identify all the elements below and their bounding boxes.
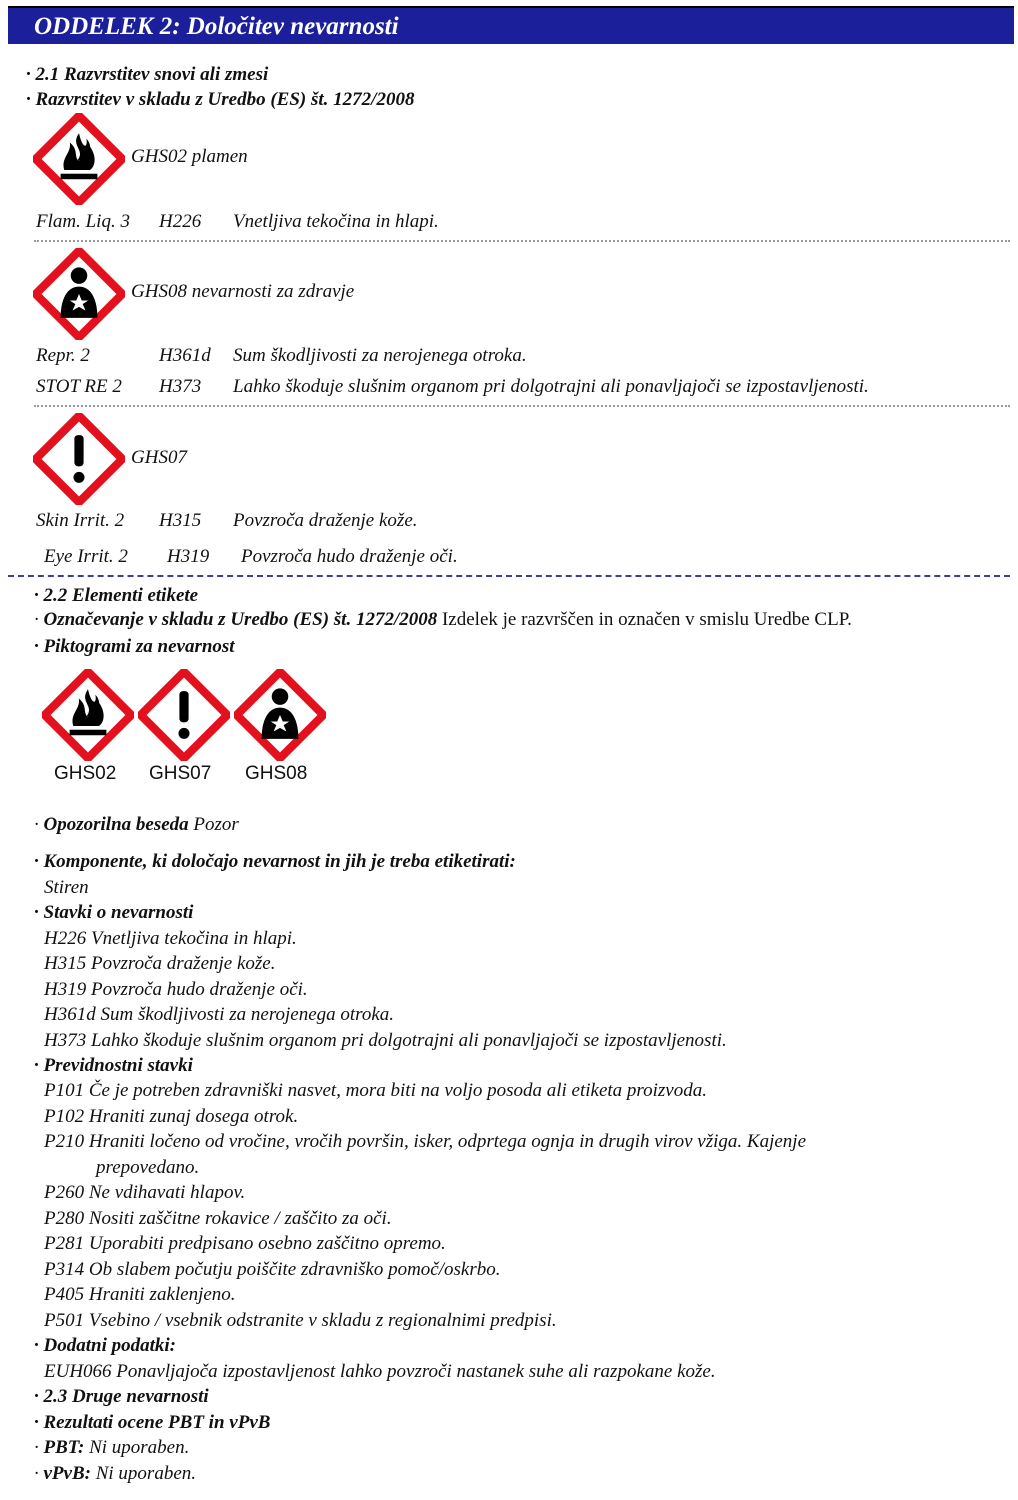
precautionary-statements-label: · Previdnostni stavki — [34, 1055, 193, 1076]
precautionary-statement: P260 Ne vdihavati hlapov. — [44, 1182, 246, 1203]
additional-info: EUH066 Ponavljajoča izpostavljenost lahko povzroči nastanek suhe ali razpokane kože. — [44, 1361, 716, 1382]
ghs07-pictogram — [33, 413, 125, 505]
health-hazard-icon — [234, 669, 326, 761]
precautionary-statement: P314 Ob slabem počutju poiščite zdravniško pomoč/oskrbo. — [44, 1259, 501, 1280]
hazard-statement: H361d Sum škodljivosti za nerojenega otroka. — [44, 1004, 395, 1025]
classification-subtitle: · Razvrstitev v skladu z Uredbo (ES) št. 1272/2008 — [26, 89, 415, 110]
pictograms-label: · Piktogrami za nevarnost — [34, 636, 235, 657]
precautionary-statement: P280 Nositi zaščitne rokavice / zaščito za oči. — [44, 1208, 392, 1229]
section-header: ODDELEK 2: Določitev nevarnosti — [8, 6, 1014, 44]
classification-row: Eye Irrit. 2 H319 Povzroča hudo draženje oči. — [44, 546, 458, 567]
vpvb-line: · vPvB: Ni uporaben. — [34, 1463, 197, 1484]
precautionary-statement: P281 Uporabiti predpisano osebno zaščitno opremo. — [44, 1233, 446, 1254]
picto-label: GHS08 nevarnosti za zdravje — [131, 281, 355, 302]
separator — [34, 240, 1010, 242]
precautionary-statement: P405 Hraniti zaklenjeno. — [44, 1284, 236, 1305]
picto-label: GHS07 — [131, 447, 187, 468]
separator — [34, 405, 1010, 407]
ghs08-pictogram — [33, 248, 125, 340]
exclamation-icon — [138, 669, 230, 761]
hazard-statement: H373 Lahko škoduje slušnim organom pri dolgotrajni ali ponavljajoči se izpostavljenosti. — [44, 1030, 727, 1051]
components-label: · Komponente, ki določajo nevarnost in jih je treba etiketirati: — [34, 851, 516, 872]
hazard-statement: H315 Povzroča draženje kože. — [44, 953, 276, 974]
section-2-2-title: · 2.2 Elementi etikete — [34, 585, 199, 606]
classification-row: Skin Irrit. 2 H315 Povzroča draženje kože. — [36, 510, 418, 531]
pictogram-code: GHS02 — [54, 763, 117, 784]
pbt-line: · PBT: Ni uporaben. — [34, 1437, 190, 1458]
pictogram-code: GHS08 — [245, 763, 308, 784]
pbt-results-label: · Rezultati ocene PBT in vPvB — [34, 1412, 271, 1433]
flame-icon — [33, 113, 125, 205]
hazard-statement: H226 Vnetljiva tekočina in hlapi. — [44, 928, 297, 949]
hazard-statement: H319 Povzroča hudo draženje oči. — [44, 979, 308, 1000]
precautionary-statement: P101 Če je potreben zdravniški nasvet, mora biti na voljo posoda ali etiketa proizvoda. — [44, 1080, 707, 1101]
components-value: Stiren — [44, 877, 89, 898]
ghs08-label-pictogram — [234, 669, 326, 761]
ghs02-pictogram — [33, 113, 125, 205]
precautionary-statement-cont: prepovedano. — [96, 1157, 200, 1178]
health-hazard-icon — [33, 248, 125, 340]
picto-label: GHS02 plamen — [131, 146, 248, 167]
section-2-1-title: · 2.1 Razvrstitev snovi ali zmesi — [26, 64, 269, 85]
additional-info-label: · Dodatni podatki: — [34, 1335, 176, 1356]
exclamation-icon — [33, 413, 125, 505]
labelling-line: · Označevanje v skladu z Uredbo (ES) št. 1272/2008 Izdelek je razvrščen in označen v smislu Uredbe CLP. — [34, 609, 852, 630]
precautionary-statement: P501 Vsebino / vsebnik odstranite v skladu z regionalnimi predpisi. — [44, 1310, 557, 1331]
pictogram-code: GHS07 — [149, 763, 212, 784]
section-2-3-title: · 2.3 Druge nevarnosti — [34, 1386, 209, 1407]
classification-row: Repr. 2 H361d Sum škodljivosti za nerojenega otroka. — [36, 345, 527, 366]
classification-row: STOT RE 2 H373 Lahko škoduje slušnim organom pri dolgotrajni ali ponavljajoči se izpostavljenosti. — [36, 376, 869, 397]
classification-row: Flam. Liq. 3 H226 Vnetljiva tekočina in hlapi. — [36, 211, 439, 232]
signal-word-line: · Opozorilna beseda Pozor — [34, 814, 239, 835]
precautionary-statement: P102 Hraniti zunaj dosega otrok. — [44, 1106, 299, 1127]
flame-icon — [42, 669, 134, 761]
ghs02-label-pictogram — [42, 669, 134, 761]
section-separator — [8, 575, 1010, 577]
ghs07-label-pictogram — [138, 669, 230, 761]
hazard-statements-label: · Stavki o nevarnosti — [34, 902, 194, 923]
precautionary-statement: P210 Hraniti ločeno od vročine, vročih površin, isker, odprtega ognja in drugih virov vžiga. Kajenje — [44, 1131, 807, 1152]
